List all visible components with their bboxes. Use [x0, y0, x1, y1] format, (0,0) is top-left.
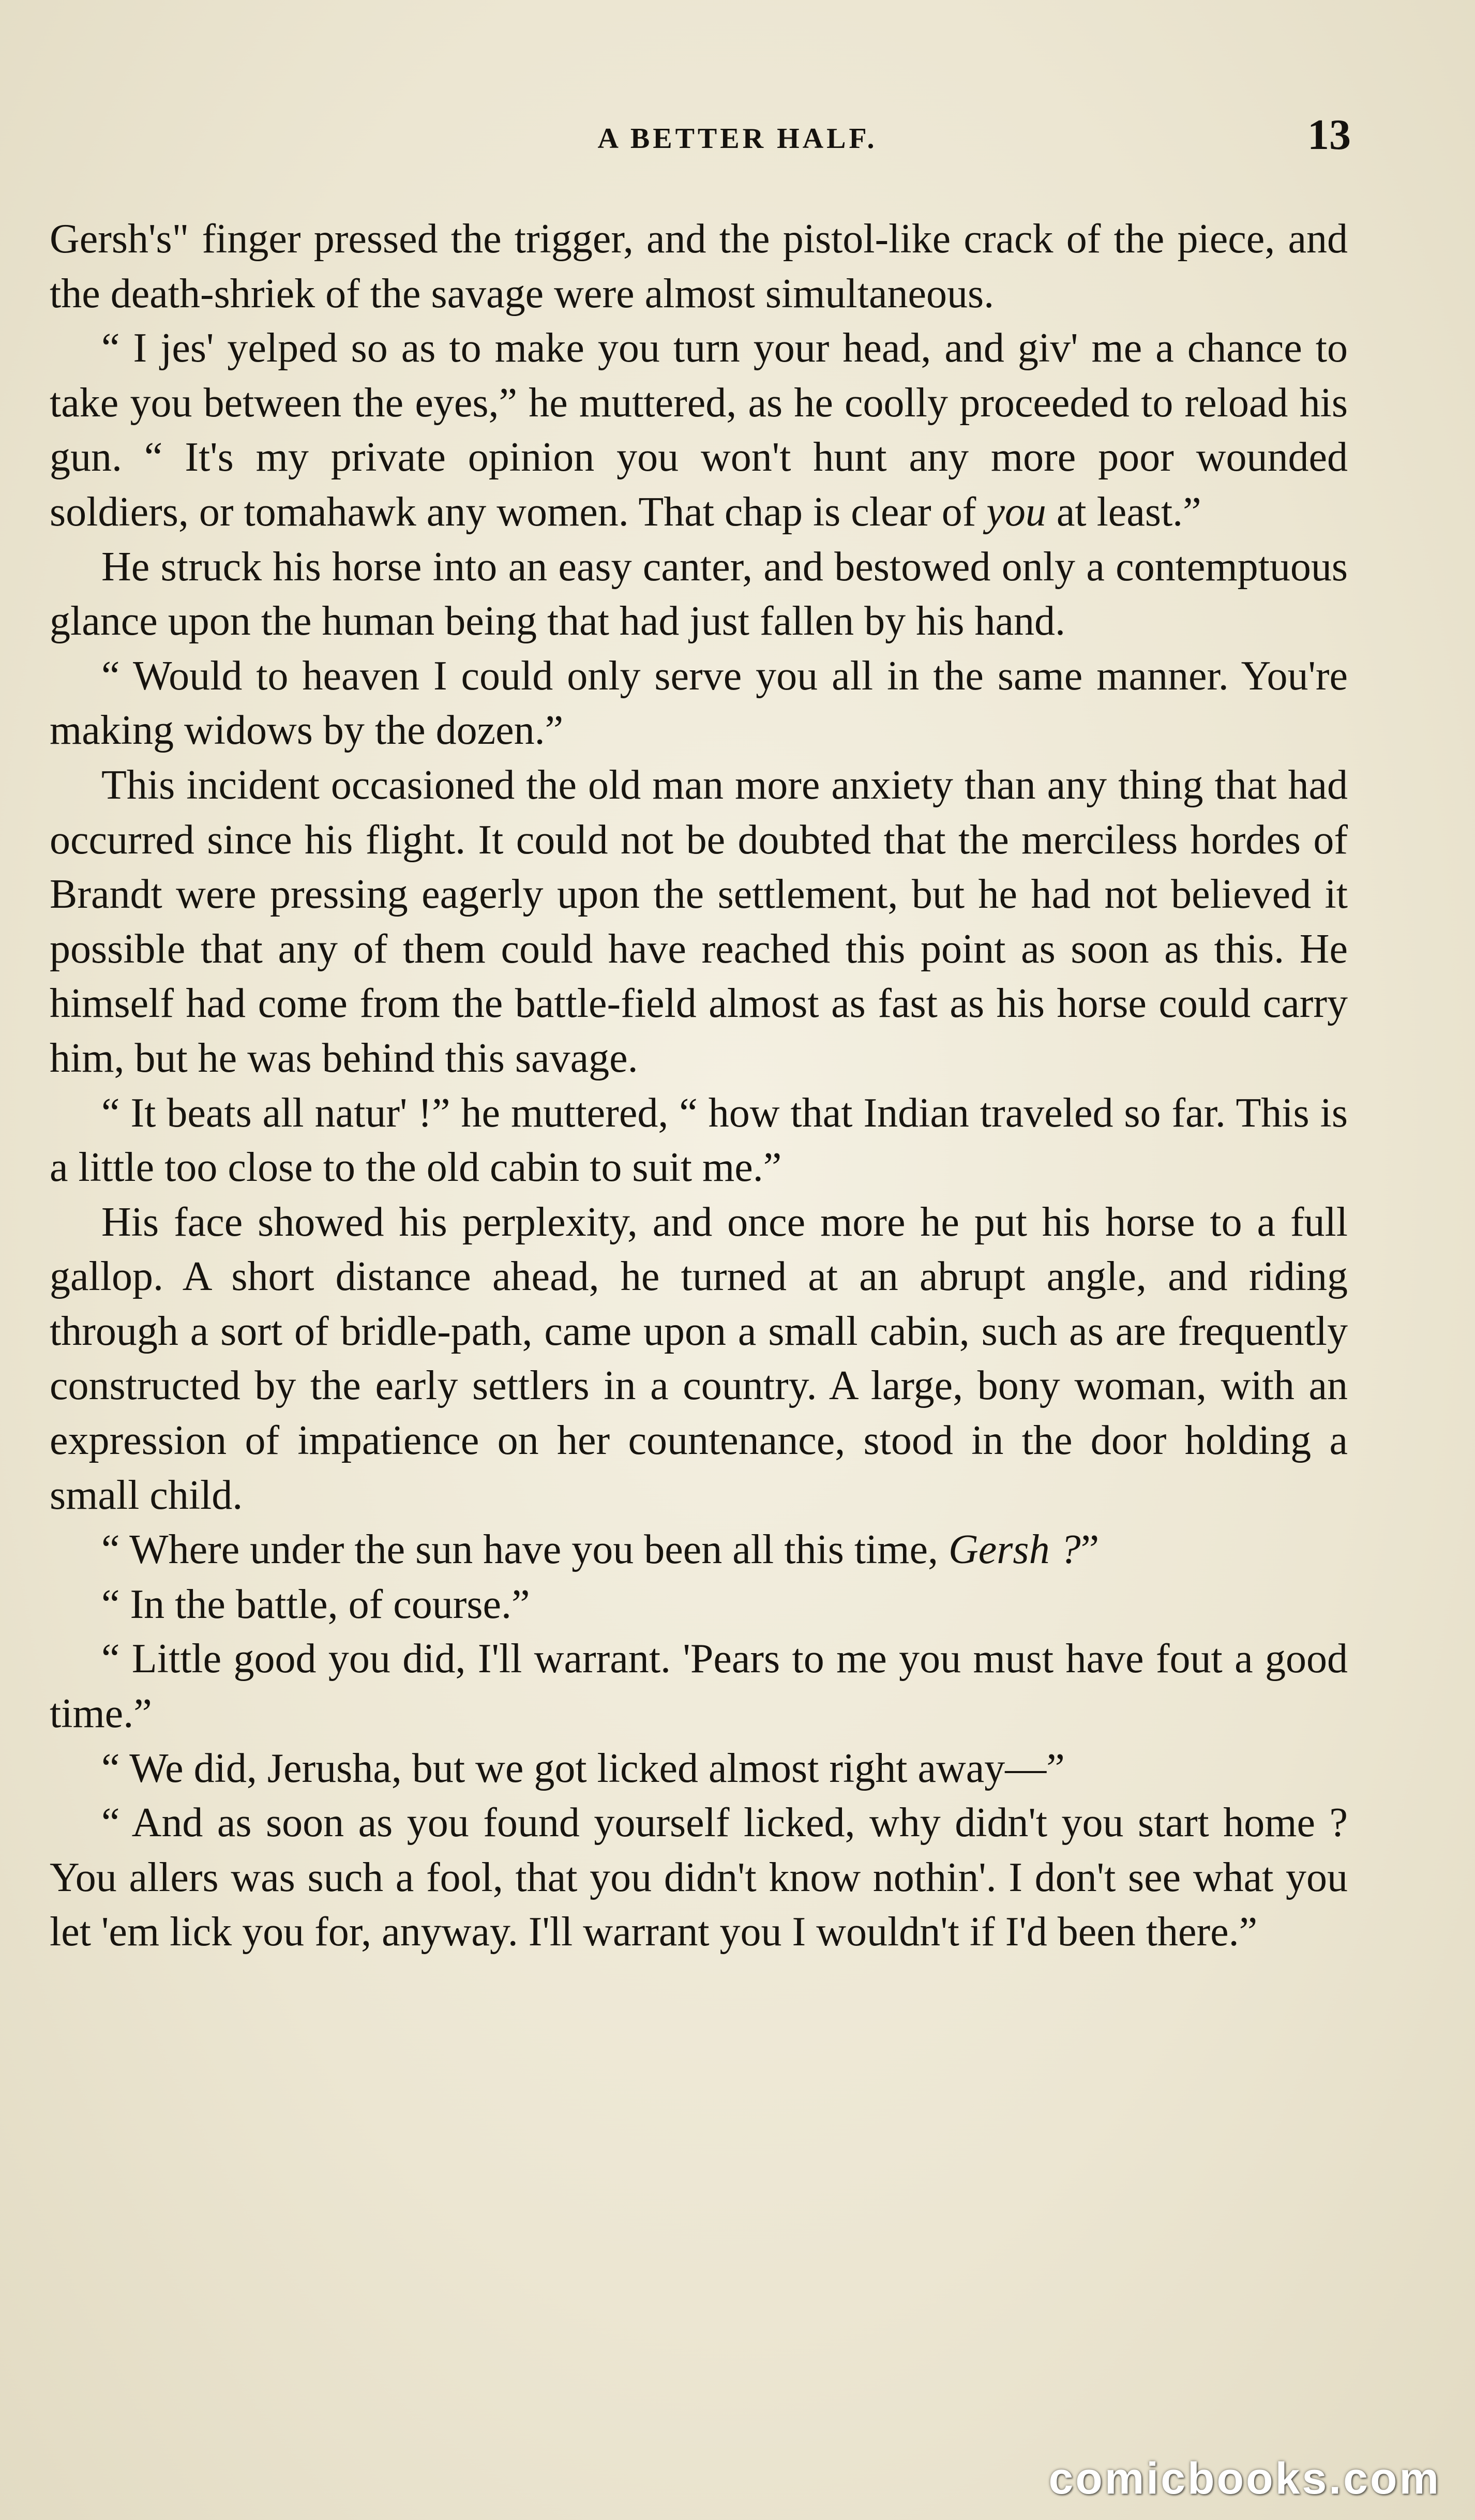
text-span: This incident occasioned the old man more anxiety than any thing that had occurred since his flight. It could not be doubted that the merciless hordes of Brandt were pressing eagerly upon the settlement, but he had not believed it possible that any of them could have reached this point as soon as this. He himself had come from the battle-field almost as fast as his horse could carry him, but he was behind this savage.	[50, 762, 1348, 1081]
text-span: His face showed his perplexity, and once more he put his horse to a full gallop. A short distance ahead, he turned at an abrupt angle, and riding through a sort of bridle-path, came upon a small cabin, such as are frequently constructed by the early settlers in a country. A large, bony woman, with an expression of impatience on her countenance, stood in the door holding a small child.	[50, 1199, 1348, 1518]
text-span: “ It beats all natur' !” he muttered, “ how that Indian traveled so far. This is a little too close to the old cabin to suit me.”	[50, 1090, 1348, 1191]
text-span: “ Little good you did, I'll warrant. 'Pears to me you must have fout a good time.”	[50, 1636, 1348, 1737]
paragraph	[50, 1523, 1348, 1578]
paragraph	[50, 758, 1348, 1086]
watermark: comicbooks.com	[1048, 2454, 1441, 2503]
paragraph	[50, 1195, 1348, 1523]
text-span: Gersh's" finger pressed the trigger, and the pistol-like crack of the piece, and the death-shriek of the savage were almost simultaneous.	[50, 216, 1348, 317]
page-header	[0, 103, 1475, 166]
page-number: 13	[1307, 111, 1351, 159]
paragraph	[50, 1578, 1348, 1632]
text-span: “ We did, Jerusha, but we got licked almost right away—”	[101, 1745, 1065, 1791]
text-span: at least.”	[1046, 489, 1201, 535]
italic-text: you	[986, 489, 1046, 535]
italic-text: Gersh ?	[949, 1527, 1081, 1573]
text-span: He struck his horse into an easy canter, and bestowed only a contemptuous glance upon the human being that had just fallen by his hand.	[50, 544, 1348, 644]
paragraph	[50, 1796, 1348, 1960]
body-text	[50, 212, 1348, 1960]
paragraph	[50, 1742, 1348, 1796]
paragraph	[50, 1632, 1348, 1741]
paragraph	[50, 321, 1348, 539]
text-span: ”	[1080, 1527, 1100, 1573]
paragraph	[50, 212, 1348, 321]
text-span: “ And as soon as you found yourself licked, why didn't you start home ? You allers was such a fool, that you didn't know nothin'. I don't see what you let 'em lick you for, anyway. I'll warrant you I wouldn't if I'd been there.”	[50, 1800, 1348, 1955]
paragraph	[50, 649, 1348, 758]
text-span: “ In the battle, of course.”	[101, 1581, 530, 1627]
text-span: “ Where under the sun have you been all this time,	[101, 1527, 949, 1573]
paragraph	[50, 540, 1348, 649]
text-span: “ Would to heaven I could only serve you all in the same manner. You're making widows by the dozen.”	[50, 653, 1348, 754]
running-title: A BETTER HALF.	[597, 123, 878, 155]
text-span: “ I jes' yelped so as to make you turn your head, and giv' me a chance to take you between the eyes,” he muttered, as he coolly proceeded to reload his gun. “ It's my private opinion you won't hunt any more poor wounded soldiers, or tomahawk any women. That chap is clear of	[50, 325, 1348, 535]
paragraph	[50, 1086, 1348, 1195]
